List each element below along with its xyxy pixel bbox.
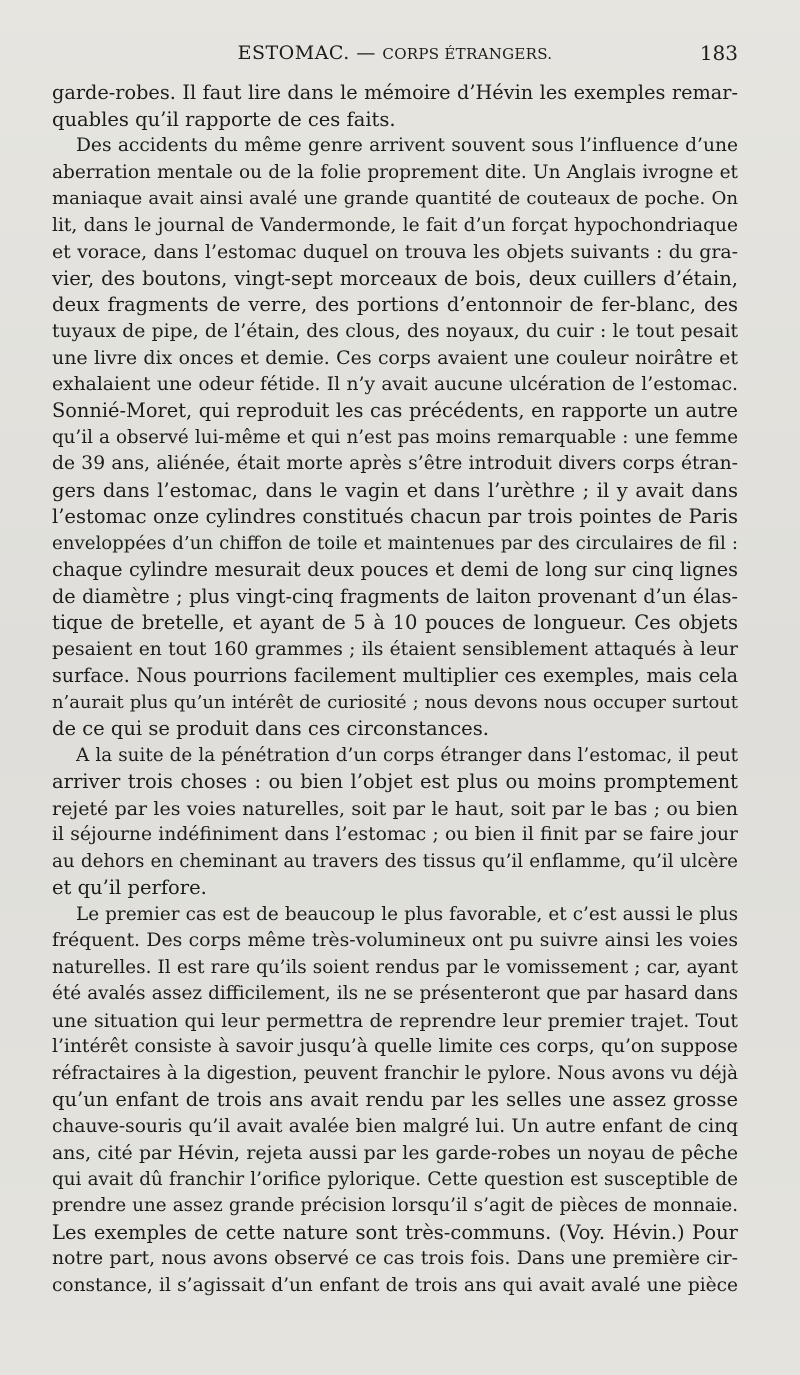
text-line: enveloppées d’un chiffon de toile et maintenues par des circulaires de fil :: [52, 532, 738, 554]
running-title-main: ESTOMAC.: [237, 42, 350, 64]
text-line: et vorace, dans l’estomac duquel on trouva les objets suivants : du gra-: [52, 241, 738, 263]
text-line: de 39 ans, aliénée, était morte après s’être introduit divers corps étran-: [52, 453, 738, 474]
paragraph: [52, 902, 738, 1300]
text-line: notre part, nous avons observé ce cas trois fois. Dans une première cir-: [52, 1248, 738, 1269]
text-line: naturelles. Il est rare qu’ils soient rendus par le vomissement ; car, ayant: [52, 956, 738, 978]
paragraph: [52, 80, 738, 133]
text-line: lit, dans le journal de Vandermonde, le fait d’un forçat hypochondriaque: [52, 214, 738, 236]
text-line: constance, il s’agissait d’un enfant de trois ans qui avait avalé une pièce: [52, 1274, 738, 1296]
paragraph: [52, 743, 738, 902]
text-line: et qu’il perfore.: [52, 876, 207, 899]
text-line: prendre une assez grande précision lorsqu’il s’agit de pièces de monnaie.: [52, 1195, 738, 1216]
text-line: chauve-souris qu’il avait avalée bien malgré lui. Un autre enfant de cinq: [52, 1115, 738, 1137]
text-line: Le premier cas est de beaucoup le plus favorable, et c’est aussi le plus: [76, 903, 738, 925]
text-line: garde-robes. Il faut lire dans le mémoire d’Hévin les exemples remar-: [52, 81, 738, 104]
text-line: surface. Nous pourrions facilement multiplier ces exemples, mais cela: [52, 664, 738, 687]
text-line: réfractaires à la digestion, peuvent franchir le pylore. Nous avons vu déjà: [52, 1062, 738, 1084]
text-line: exhalaient une odeur fétide. Il n’y avait aucune ulcération de l’estomac.: [52, 373, 738, 395]
text-line: pesaient en tout 160 grammes ; ils étaient sensiblement attaqués à leur: [52, 638, 738, 660]
text-line: qu’un enfant de trois ans avait rendu par les selles une assez grosse: [52, 1088, 738, 1111]
text-line: A la suite de la pénétration d’un corps étranger dans l’estomac, il peut: [76, 744, 738, 766]
text-line: de diamètre ; plus vingt-cinq fragments de laiton provenant d’un élas-: [52, 584, 738, 608]
text-line: ans, cité par Hévin, rejeta aussi par les garde-robes un noyau de pêche: [52, 1142, 738, 1164]
text-line: tique de bretelle, et ayant de 5 à 10 pouces de longueur. Ces objets: [52, 611, 738, 634]
text-line: n’aurait plus qu’un intérêt de curiosité ; nous devons nous occuper surtout: [52, 691, 738, 713]
text-line: Les exemples de cette nature sont très-communs. (Voy. Hévin.) Pour: [52, 1220, 738, 1244]
text-line: été avalés assez difficilement, ils ne se présenteront que par hasard dans: [52, 983, 738, 1004]
text-line: rejeté par les voies naturelles, soit par le haut, soit par le bas ; ou bien: [52, 797, 738, 820]
page-header: [52, 36, 738, 70]
text-line: maniaque avait ainsi avalé une grande quantité de couteaux de poche. On: [52, 188, 738, 209]
text-line: deux fragments de verre, des portions d’entonnoir de fer-blanc, des: [52, 293, 738, 316]
paragraph: [52, 133, 738, 743]
running-title-dash: —: [349, 42, 383, 64]
text-line: une livre dix onces et demie. Ces corps avaient une couleur noirâtre et: [52, 347, 738, 369]
text-line: tuyaux de pipe, de l’étain, des clous, des noyaux, du cuir : le tout pesait: [52, 320, 738, 342]
text-line: aberration mentale ou de la folie proprement dite. Un Anglais ivrogne et: [52, 161, 738, 183]
text-line: il séjourne indéfiniment dans l’estomac ; ou bien il finit par se faire jour: [52, 824, 738, 845]
body-text: [52, 80, 738, 1299]
running-head: [52, 36, 738, 71]
text-line: l’estomac onze cylindres constitués chacun par trois pointes de Paris: [52, 505, 738, 528]
text-line: une situation qui leur permettra de reprendre leur premier trajet. Tout: [52, 1009, 738, 1032]
text-line: l’intérêt consiste à savoir jusqu’à quelle limite ces corps, qu’on suppose: [52, 1036, 738, 1057]
page-number: 183: [699, 41, 738, 65]
text-line: quables qu’il rapporte de ces faits.: [52, 107, 396, 131]
text-line: Des accidents du même genre arrivent souvent sous l’influence d’une: [76, 135, 738, 156]
running-title-sub: CORPS ÉTRANGERS.: [382, 45, 553, 63]
text-line: vier, des boutons, vingt-sept morceaux de bois, deux cuillers d’étain,: [52, 266, 738, 290]
text-line: au dehors en cheminant au travers des tissus qu’il enflamme, qu’il ulcère: [52, 850, 738, 872]
text-line: qu’il a observé lui-même et qui n’est pas moins remarquable : une femme: [52, 426, 738, 448]
text-line: Sonnié-Moret, qui reproduit les cas précédents, en rapporte un autre: [52, 399, 738, 422]
text-line: gers dans l’estomac, dans le vagin et dans l’urèthre ; il y avait dans: [52, 478, 738, 502]
text-line: arriver trois choses : ou bien l’objet est plus ou moins promptement: [52, 770, 738, 793]
text-line: qui avait dû franchir l’orifice pylorique. Cette question est susceptible de: [52, 1168, 738, 1190]
text-line: fréquent. Des corps même très-volumineux ont pu suivre ainsi les voies: [52, 930, 738, 951]
text-line: de ce qui se produit dans ces circonstances.: [52, 717, 489, 740]
text-line: chaque cylindre mesurait deux pouces et demi de long sur cinq lignes: [52, 558, 738, 581]
